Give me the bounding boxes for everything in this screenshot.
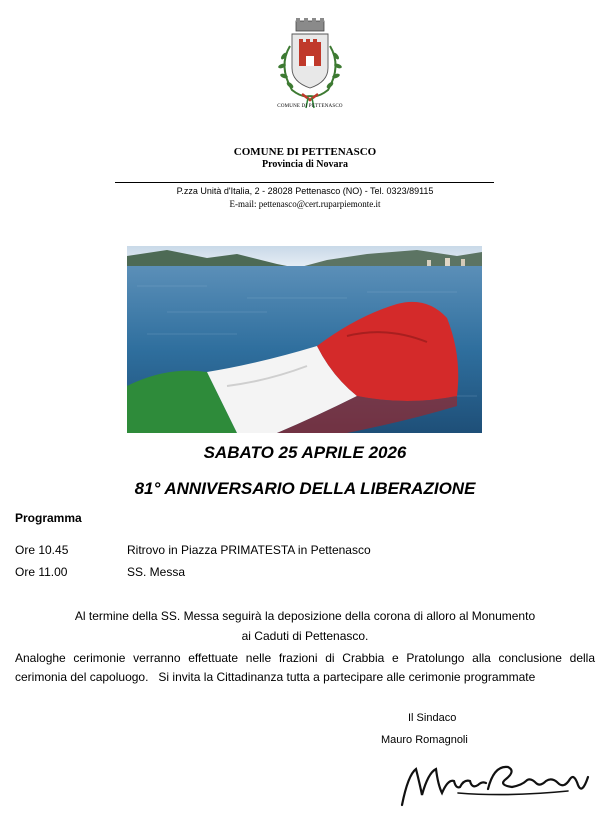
municipality-title: COMUNE DI PETTENASCO — [233, 146, 377, 158]
event-date-title: SABATO 25 APRILE 2026 — [203, 443, 407, 462]
program-desc-1: Ritrovo in Piazza PRIMATESTA in Pettenasco — [127, 543, 371, 557]
body-line-4: cerimonia del capoluogo. Si invita la Cittadinanza tutta a partecipare alle cerimonie programmate — [15, 670, 536, 684]
body-line-2: ai Caduti di Pettenasco. — [241, 629, 369, 643]
body-line-3: Analoghe cerimonie verranno effettuate nelle frazioni di Crabbia e Pratolungo alla conclusione della — [15, 651, 595, 665]
event-anniversary-title: 81° ANNIVERSARIO DELLA LIBERAZIONE — [134, 479, 476, 498]
coat-of-arms-icon — [272, 18, 348, 114]
province-subtitle: Provincia di Novara — [262, 159, 348, 170]
address-line: P.zza Unità d'Italia, 2 - 28028 Pettenasco (NO) - Tel. 0323/89115 — [176, 186, 434, 196]
signature-name: Mauro Romagnoli — [381, 734, 468, 746]
crest-caption: COMUNE DI PETTENASCO — [277, 104, 343, 109]
header-divider — [115, 182, 494, 183]
program-heading: Programma — [15, 511, 82, 525]
lake-flag-image — [127, 246, 482, 433]
program-desc-2: SS. Messa — [127, 565, 186, 579]
signature-role: Il Sindaco — [408, 712, 457, 724]
email-line: E-mail: pettenasco@cert.ruparpiemonte.it — [229, 199, 381, 209]
lake-flag-photo — [127, 246, 482, 433]
handwritten-signature — [398, 755, 598, 815]
coat-of-arms — [272, 18, 348, 114]
handwritten-signature-icon — [398, 755, 598, 815]
program-time-2: Ore 11.00 — [15, 565, 68, 579]
program-time-1: Ore 10.45 — [15, 543, 69, 557]
body-line-1: Al termine della SS. Messa seguirà la deposizione della corona di alloro al Monumento — [74, 609, 536, 623]
